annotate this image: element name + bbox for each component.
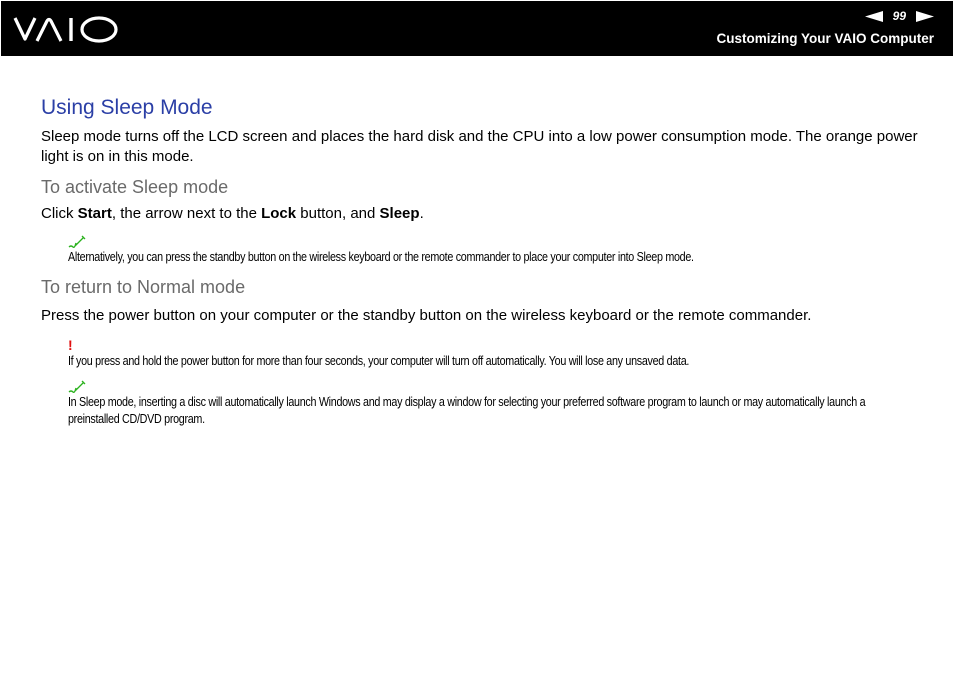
step-text: . [419,205,424,222]
activate-note [68,235,921,266]
page-number: 99 [892,9,906,23]
note-pencil-icon [68,235,86,249]
note-pencil-icon [68,380,86,394]
activate-heading: To activate Sleep mode [41,177,229,197]
return-heading: To return to Normal mode [41,277,246,297]
main-content [41,95,921,428]
sleep-disc-note [68,380,921,428]
start-label: Start [77,205,112,222]
page-title: Using Sleep Mode [41,96,213,119]
warning-exclamation-icon: ! [68,337,73,353]
sleep-label: Sleep [379,205,420,222]
page-navigation [865,8,934,24]
page-header [1,1,953,56]
next-page-arrow-icon[interactable] [916,11,934,22]
step-text: Click [41,205,78,222]
note-text: In Sleep mode, inserting a disc will automatically launch Windows and may display a window for selecting your preferred software program to launch or may automatically launch a preinstalled CD/DVD program. [68,395,866,426]
vaio-logo [13,15,123,45]
warning-note [68,338,921,370]
step-text: button, and [296,205,380,222]
warning-text: If you press and hold the power button for more than four seconds, your computer will turn off automatically. You will lose any unsaved data. [68,354,690,368]
step-text: , the arrow next to the [111,205,262,222]
return-step: Press the power button on your computer or the standby button on the wireless keyboard or the remote commander. [41,307,812,324]
section-title: Customizing Your VAIO Computer [716,31,934,46]
note-text: Alternatively, you can press the standby button on the wireless keyboard or the remote commander to place your computer into Sleep mode. [68,250,694,264]
lock-label: Lock [261,205,297,222]
activate-step [41,204,921,224]
previous-page-arrow-icon[interactable] [865,11,883,22]
intro-paragraph: Sleep mode turns off the LCD screen and places the hard disk and the CPU into a low power consumption mode. The orange power light is on in this mode. [41,128,918,165]
